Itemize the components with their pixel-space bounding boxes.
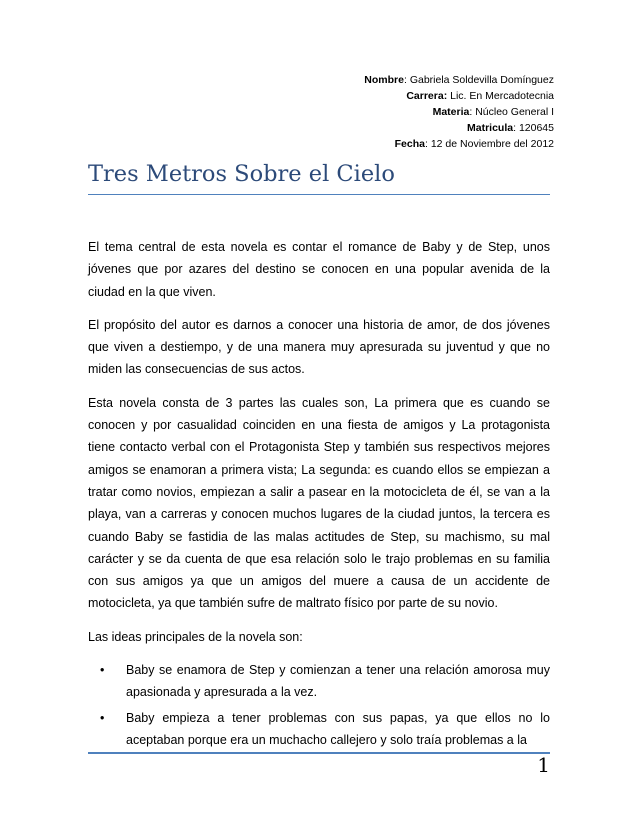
list-item-text: Baby se enamora de Step y comienzan a tener una relación amorosa muy apasionada y apresurada a la vez. [126,663,550,700]
header-materia-line: Materia: Núcleo General I [432,106,554,118]
header-carrera-line [364,88,554,104]
list-item-text: Baby empieza a tener problemas con sus papas, ya que ellos no lo aceptaban porque era un muchacho callejero y solo traía problemas a la [126,710,550,747]
fecha-value: 12 de Noviembre del 2012 [430,138,554,150]
header-matricula-line: Matricula: 120645 [467,122,554,134]
matricula-label: Matricula [467,122,514,134]
paragraph: Esta novela consta de 3 partes las cuales son, La primera que es cuando se conocen y por casualidad coinciden en una fiesta de amigos y La protagonista tiene contacto verbal con el Protagonista Step y también sus respectivos mejores amigos se enamoran a primera vista; La segunda: es cuando ellos se empiezan a tratar como novios, empiezan a salir a pasear en la motocicleta de él, se van a la playa, van a carreras y conocen muchos lugares de la ciudad juntos, la tercera es cuando Baby se fastidia de las malas actitudes de Step, su machismo, su mal carácter y se da cuenta de que esa relación solo le trajo problemas en su familia con sus amigos ya que un amigos del muere a causa de un accidente de motocicleta, ya que también sufre de maltrato físico por parte de su novio. [88,395,550,611]
header-fecha-line: Fecha: 12 de Noviembre del 2012 [394,138,554,150]
matricula-value: 120645 [518,122,554,134]
bullet-icon: • [100,663,105,678]
materia-label: Materia [432,106,470,118]
materia-value: Núcleo General I [475,106,554,118]
paragraph: El propósito del autor es darnos a conocer una historia de amor, de dos jóvenes que viven a destiempo, y de una manera muy apresurada su juventud y que no miden las consecuencias de sus actos. [88,317,550,377]
bullet-icon: • [100,710,105,725]
page-number: 1 [537,753,550,777]
paragraph: Las ideas principales de la novela son: [88,629,303,644]
title-divider [88,194,550,195]
document-body [88,236,550,754]
carrera-label: Carrera: [406,90,448,102]
nombre-label: Nombre [364,74,404,86]
list-item [88,707,550,752]
main-ideas-list [88,659,550,751]
document-title: Tres Metros Sobre el Cielo [88,161,395,187]
footer-divider [88,752,550,754]
list-item [88,659,550,704]
header-nombre-line: Nombre: Gabriela Soldevilla Domínguez [364,74,554,86]
fecha-label: Fecha [394,138,425,150]
paragraph: El tema central de esta novela es contar el romance de Baby y de Step, unos jóvenes que por azares del destino se conocen en una popular avenida de la ciudad en la que viven. [88,240,550,299]
carrera-value: Lic. En Mercadotecnia [450,90,554,102]
student-info-header [364,72,554,152]
nombre-value: Gabriela Soldevilla Domínguez [409,74,554,86]
